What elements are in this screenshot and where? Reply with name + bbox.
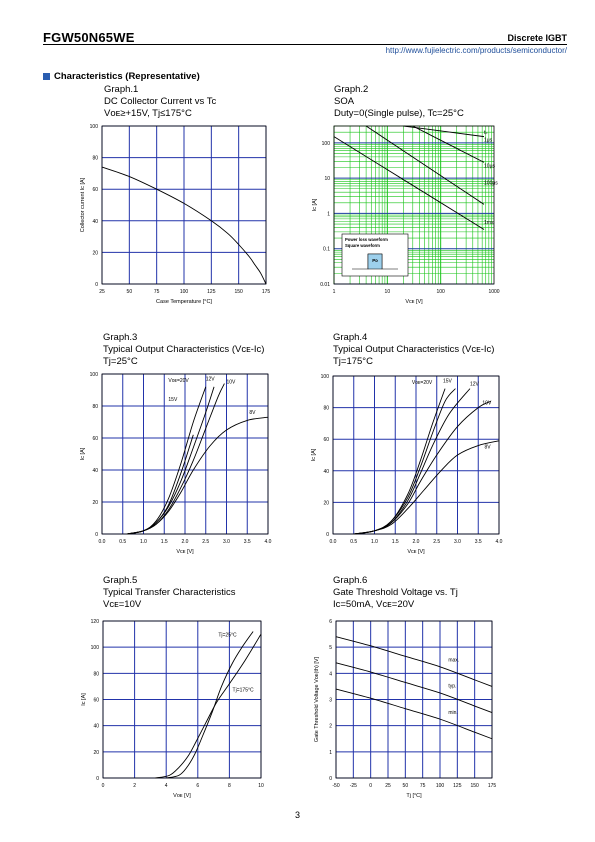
x-tick-label: 0.5 [119,539,127,545]
y-tick-label: 0 [95,532,98,538]
curve-label: 8V [249,410,256,416]
x-tick-label: -25 [349,783,357,789]
y-tick-label: 40 [92,218,98,225]
y-tick-label: 60 [92,187,98,194]
y-tick-label: 5 [329,645,332,652]
curve-label: 100μs [484,180,498,187]
x-tick-label: 3.5 [474,539,482,545]
y-axis-label: Iᴄ [A] [81,693,87,706]
graph4-chart [311,374,503,555]
graph-title: DC Collector Current vs Tc [104,96,217,107]
curve-label: max. [448,657,460,664]
y-tick-label: 80 [92,404,98,410]
y-tick-label: 0 [95,282,98,288]
graph-label: Graph.5 [103,575,138,586]
y-tick-label: 80 [93,671,99,678]
x-axis-label: Case Temperature [°C] [156,299,212,305]
y-tick-label: 1 [329,749,332,756]
x-tick-label: 150 [470,783,479,789]
category-label: Discrete IGBT [507,33,567,43]
y-tick-label: 0 [326,532,329,538]
y-axis-label: Iᴄ [A] [311,448,317,462]
curve-label: 8V [484,444,491,451]
y-tick-label: 20 [323,500,329,507]
graph-condition: Iᴄ=50mA, Vᴄᴇ=20V [333,599,415,610]
x-axis-label: Vᴄᴇ [V] [407,549,425,555]
x-tick-label: 2 [133,783,136,789]
x-tick-label: 3.0 [454,539,461,545]
x-tick-label: 175 [487,783,497,789]
inset-pd-label: Pᴅ [372,258,378,263]
x-tick-label: 10 [384,289,391,295]
x-tick-label: 1000 [488,289,500,295]
curve-label: typ. [448,683,457,690]
section-title-text: Characteristics (Representative) [54,71,200,82]
series-line-1 [336,663,492,713]
x-tick-label: 1.0 [140,539,147,545]
x-axis-label: Tj [°C] [406,793,422,799]
graph3-chart [80,372,272,555]
x-tick-label: 6 [196,783,200,789]
x-tick-label: 2.0 [181,539,189,545]
curve-label: Tj=175°C [232,687,254,694]
curve-label: Tj=25°C [218,632,237,639]
inset-title: Power loss waveform [345,237,388,242]
graph5-chart [81,619,264,799]
graph1-chart [80,124,270,305]
graph-condition: Tj=175°C [333,356,373,367]
x-tick-label: 100 [179,289,189,295]
y-tick-label: 40 [93,723,99,730]
x-tick-label: 175 [261,289,271,295]
y-tick-label: 10 [324,176,330,183]
y-tick-label: 0.01 [320,282,330,288]
x-tick-label: 2.5 [433,539,441,545]
graph-label: Graph.3 [103,332,138,343]
y-tick-label: 80 [92,155,98,162]
x-tick-label: 25 [99,289,105,295]
series-line-1 [127,435,193,534]
y-tick-label: 4 [329,671,332,678]
curve-label: Vᴏᴇ=20V [168,378,189,384]
x-tick-label: 25 [385,783,391,789]
graph2-chart [312,126,500,305]
graph-title: Typical Transfer Characteristics [103,587,236,598]
graph-title: Typical Output Characteristics (Vᴄᴇ-Iᴄ) [103,344,265,355]
series-line-0 [127,387,206,534]
x-tick-label: 2.0 [412,539,420,545]
x-axis-label: Vᴄᴇ [V] [405,299,423,305]
curve-label: Vᴏᴇ=20V [411,379,433,386]
x-tick-label: 3.5 [243,539,251,545]
curve-label: 15V [168,397,178,404]
x-tick-label: 1.5 [160,539,168,545]
y-tick-label: 100 [320,374,329,380]
graph-label: Graph.4 [333,332,368,343]
curve-label: 10V [226,379,236,386]
y-axis-label: Iᴄ [A] [312,198,318,212]
y-tick-label: 6 [329,619,332,625]
y-tick-label: 60 [93,697,99,704]
series-line-2 [336,689,492,739]
x-tick-label: 0.0 [98,539,106,545]
y-tick-label: 60 [323,437,329,444]
y-tick-label: 20 [92,250,98,257]
x-tick-label: 50 [126,289,133,295]
x-tick-label: 1.0 [371,539,378,545]
y-tick-label: 2 [329,723,332,730]
x-tick-label: 8 [228,783,231,789]
y-axis-label: Iᴄ [A] [80,447,86,461]
y-axis-label: Collector current Iᴄ [A] [80,177,86,233]
graph-title: SOA [334,96,355,107]
curve-label: 12V [469,381,479,388]
x-tick-label: 100 [436,289,445,295]
series-line-0 [336,637,492,687]
x-tick-label: 1.5 [391,539,399,545]
y-tick-label: 100 [89,124,98,130]
y-tick-label: 0.1 [323,246,330,253]
x-tick-label: 125 [207,289,216,295]
series-line-0 [354,389,445,534]
graph-condition: Tj=25°C [103,356,138,367]
y-tick-label: 100 [89,372,98,378]
x-tick-label: 75 [419,783,426,789]
manufacturer-link[interactable]: http://www.fujielectric.com/products/semiconductor/ [385,46,567,55]
curve-label: 15V [442,378,452,385]
graph-title: Gate Threshold Voltage vs. Tj [333,587,458,598]
y-tick-label: 20 [92,500,98,506]
x-tick-label: 0 [369,783,373,789]
x-tick-label: 2.5 [202,539,210,545]
x-axis-label: Vᴏᴇ [V] [173,793,191,799]
x-tick-label: 1 [332,289,336,295]
x-axis-label: Vᴄᴇ [V] [176,549,194,555]
curve-label: 10V [482,400,492,407]
x-tick-label: 100 [435,783,445,789]
y-tick-label: 40 [92,468,98,474]
x-tick-label: 10 [258,783,264,789]
graph-condition: Vᴏᴇ≥+15V, Tj≤175°C [104,108,192,119]
x-tick-label: 0 [101,783,105,789]
curve-label: 1μs [484,137,493,144]
x-tick-label: 75 [153,289,160,295]
y-tick-label: 20 [93,749,99,756]
x-tick-label: 0.5 [350,539,358,545]
curve-label: min. [448,709,458,716]
y-axis-label: Gate Threshold Voltage Vᴏᴇ(th) [V] [314,656,320,743]
curve-label: 1ms [484,220,494,227]
curve-label: 12V [205,376,215,383]
curve-label: tₚ [484,129,488,136]
y-tick-label: 0 [96,776,99,782]
y-tick-label: 100 [321,140,330,147]
x-tick-label: 3.0 [223,539,230,545]
x-tick-label: 150 [234,289,243,295]
series-line-0 [166,631,253,778]
graph-condition: Duty=0(Single pulse), Tc=25°C [334,108,464,119]
x-tick-label: 4.0 [495,539,503,545]
y-tick-label: 1 [327,211,330,218]
graph-label: Graph.6 [333,575,368,586]
x-tick-label: 0.0 [329,539,337,545]
graph6-chart [314,619,496,799]
y-tick-label: 0 [329,776,332,782]
y-tick-label: 3 [329,697,332,704]
page-number: 3 [294,810,300,820]
x-tick-label: -50 [332,783,340,789]
y-tick-label: 40 [323,468,329,475]
series-line-2 [127,387,214,534]
y-tick-label: 100 [90,645,99,652]
series-line-2 [354,389,470,534]
part-number: FGW50N65WE [43,30,135,45]
x-tick-label: 50 [402,783,409,789]
series-line-1 [155,634,261,778]
series-line-4 [354,441,499,534]
curve-label: 10μs [484,163,495,170]
y-tick-label: 60 [92,436,98,442]
y-tick-label: 120 [90,619,99,625]
graph-label: Graph.1 [104,84,139,95]
x-tick-label: 125 [453,783,462,789]
x-tick-label: 4 [164,783,168,789]
inset-subtitle: Square waveform [345,243,380,248]
graph-title: Typical Output Characteristics (Vᴄᴇ-Iᴄ) [333,344,495,355]
graph-condition: Vᴄᴇ=10V [103,599,142,610]
graph-label: Graph.2 [334,84,369,95]
y-tick-label: 80 [323,405,329,412]
x-tick-label: 4.0 [264,539,272,545]
